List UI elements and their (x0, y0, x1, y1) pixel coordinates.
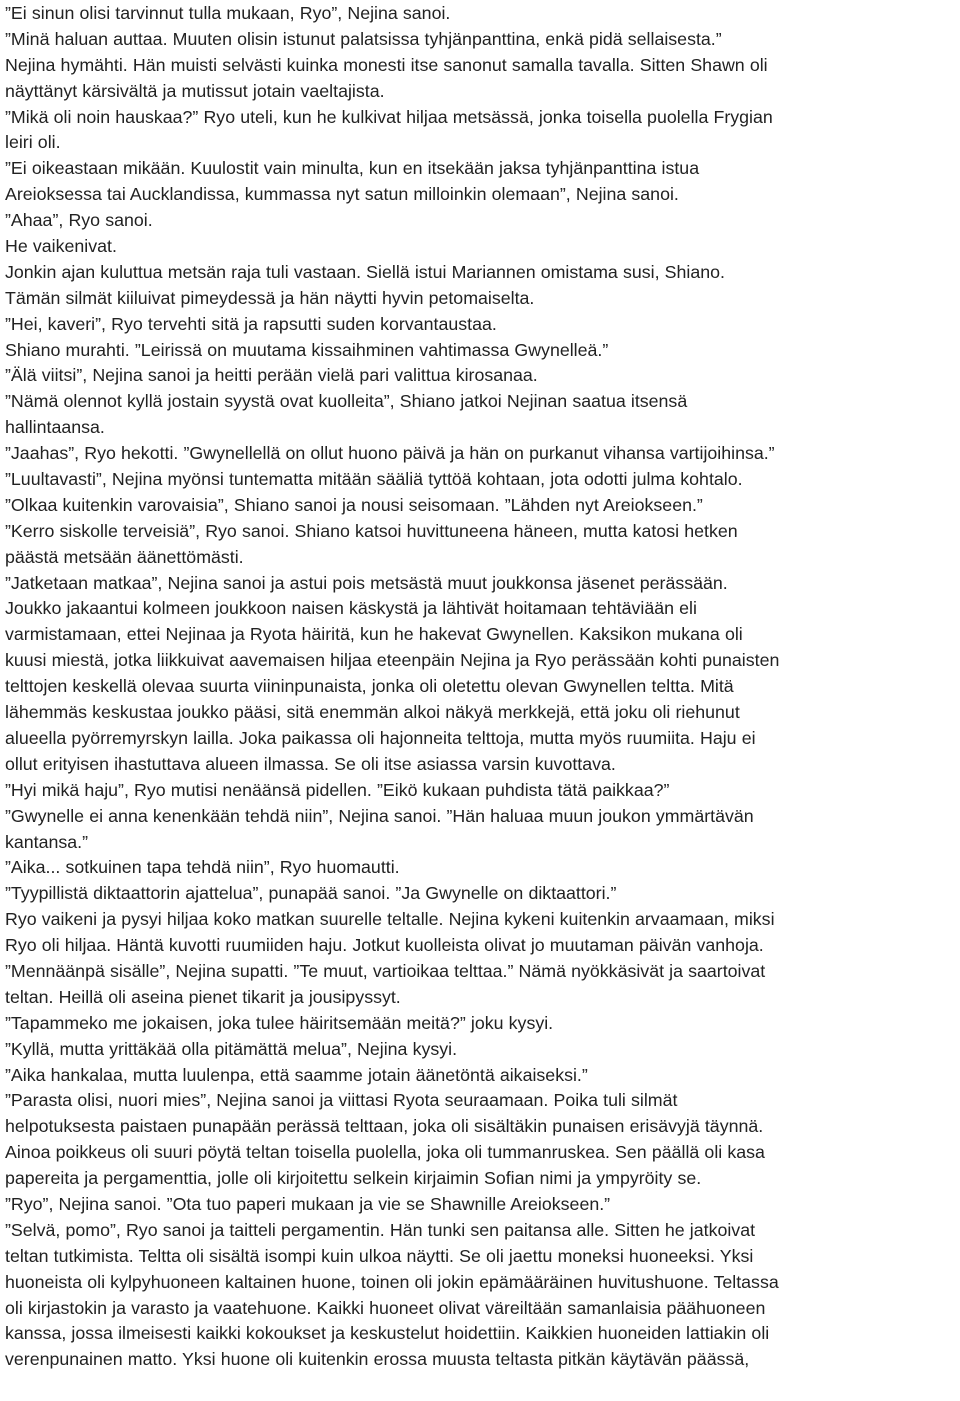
text-line: ”Ryo”, Nejina sanoi. ”Ota tuo paperi mukaan ja vie se Shawnille Areiokseen.” (5, 1193, 611, 1214)
text-line: ”Aika... sotkuinen tapa tehdä niin”, Ryo huomautti. (5, 857, 400, 878)
text-line: huoneista oli kylpyhuoneen kaltainen huone, toinen oli jokin epämääräinen huvitushuone. Teltassa (5, 1271, 779, 1292)
text-line: ”Tyypillistä diktaattorin ajattelua”, punapää sanoi. ”Ja Gwynelle on diktaattori.” (5, 883, 617, 904)
text-line: teltan. Heillä oli aseina pienet tikarit ja jousipyssyt. (5, 986, 401, 1007)
text-line: ollut erityisen ihastuttava alueen ilmassa. Se oli itse asiassa varsin kuvottava. (5, 753, 616, 774)
text-line: ”Olkaa kuitenkin varovaisia”, Shiano sanoi ja nousi seisomaan. ”Lähden nyt Areiokseen.” (5, 494, 703, 515)
text-line: ”Tapammeko me jokaisen, joka tulee häiritsemään meitä?” joku kysyi. (5, 1012, 554, 1033)
text-line: Ryo oli hiljaa. Häntä kuvotti ruumiiden haju. Jotkut kuolleista olivat jo muutaman päivän vanhoja. (5, 935, 764, 956)
text-line: ”Kyllä, mutta yrittäkää olla pitämättä melua”, Nejina kysyi. (5, 1038, 458, 1059)
text-line: kanssa, jossa ilmeisesti kaikki kokoukset ja keskustelut hoidettiin. Kaikkien huoneiden lattiakin oli (5, 1323, 770, 1344)
text-line: kuusi miestä, jotka liikkuivat aavemaisen hiljaa eteenpäin Nejina ja Ryo perässään kohti punaisten (5, 650, 780, 671)
text-line: ”Luultavasti”, Nejina myönsi tuntematta mitään sääliä tyttöä kohtaan, jota odotti julma kohtalo. (5, 469, 743, 490)
text-line: Tämän silmät kiiluivat pimeydessä ja hän näytti hyvin petomaiselta. (5, 287, 535, 308)
text-line: lähemmäs keskustaa joukko pääsi, sitä enemmän alkoi näkyä merkkejä, että joku oli riehunut (5, 702, 740, 723)
text-line: teltan tutkimista. Teltta oli sisältä isompi kuin ulkoa näytti. Se oli jaettu moneksi huoneeksi. Yksi (5, 1245, 754, 1266)
text-line: päästä metsään äänettömästi. (5, 546, 244, 567)
text-line: varmistamaan, ettei Nejinaa ja Ryota häiritä, kun he hakevat Gwynellen. Kaksikon mukana oli (5, 624, 743, 645)
text-line: ”Mennäänpä sisälle”, Nejina supatti. ”Te muut, vartioikaa telttaa.” Nämä nyökkäsivät ja saartoivat (5, 960, 766, 981)
text-line: ”Älä viitsi”, Nejina sanoi ja heitti perään vielä pari valittua kirosanaa. (5, 365, 538, 386)
text-line: Shiano murahti. ”Leirissä on muutama kissaihminen vahtimassa Gwynelleä.” (5, 339, 609, 360)
text-line: Areioksessa tai Aucklandissa, kummassa nyt satun milloinkin olemaan”, Nejina sanoi. (5, 184, 679, 205)
text-line: ”Ahaa”, Ryo sanoi. (5, 210, 153, 231)
text-line: He vaikenivat. (5, 236, 117, 257)
text-line: Ainoa poikkeus oli suuri pöytä teltan toisella puolella, joka oli tummanruskea. Sen päällä oli kasa (5, 1142, 765, 1163)
text-line: ”Hei, kaveri”, Ryo tervehti sitä ja rapsutti suden korvantaustaa. (5, 313, 497, 334)
text-line: Ryo vaikeni ja pysyi hiljaa koko matkan suurelle teltalle. Nejina kykeni kuitenkin arvaamaan, miksi (5, 909, 775, 930)
text-line: ”Ei oikeastaan mikään. Kuulostit vain minulta, kun en itsekään jaksa tyhjänpanttina istua (5, 158, 700, 179)
text-line: ”Ei sinun olisi tarvinnut tulla mukaan, Ryo”, Nejina sanoi. (5, 3, 451, 23)
text-line: ”Jatketaan matkaa”, Nejina sanoi ja astui pois metsästä muut joukkonsa jäsenet perässään. (5, 572, 728, 593)
text-line: ”Parasta olisi, nuori mies”, Nejina sanoi ja viittasi Ryota seuraamaan. Poika tuli silmät (5, 1090, 678, 1111)
text-line: helpotuksesta paistaen punapään perässä telttaan, joka oli sisältäkin punaisen erisävyjä täynnä. (5, 1116, 764, 1137)
text-line: ”Hyi mikä haju”, Ryo mutisi nenäänsä pidellen. ”Eikö kukaan puhdista tätä paikkaa?” (5, 779, 670, 800)
text-line: ”Nämä olennot kyllä jostain syystä ovat kuolleita”, Shiano jatkoi Nejinan saatua itsensä (5, 391, 688, 412)
text-line: ”Gwynelle ei anna kenenkään tehdä niin”, Nejina sanoi. ”Hän haluaa muun joukon ymmärtävän (5, 805, 754, 826)
text-line: ”Aika hankalaa, mutta luulenpa, että saamme jotain äänetöntä aikaiseksi.” (5, 1064, 588, 1085)
text-line: ”Mikä oli noin hauskaa?” Ryo uteli, kun he kulkivat hiljaa metsässä, jonka toisella puolella Frygian (5, 106, 773, 127)
text-line: ”Minä haluan auttaa. Muuten olisin istunut palatsissa tyhjänpanttina, enkä pidä sellaisesta.” (5, 28, 722, 49)
text-line: verenpunainen matto. Yksi huone oli kuitenkin erossa muusta teltasta pitkän käytävän päässä, (5, 1349, 750, 1370)
text-line: alueella pyörremyrskyn lailla. Joka paikassa oli hajonneita telttoja, mutta myös ruumiita. Haju ei (5, 727, 756, 748)
text-line: kantansa.” (5, 831, 89, 852)
text-line: papereita ja pergamenttia, jolle oli kirjoitettu selkein kirjaimin Sofian nimi ja ympyröity se. (5, 1168, 702, 1189)
text-line: ”Jaahas”, Ryo hekotti. ”Gwynellellä on ollut huono päivä ja hän on purkanut vihansa vartijoihinsa.” (5, 443, 775, 464)
text-line: telttojen keskellä olevaa suurta viininpunaista, jonka oli oletettu olevan Gwynellen teltta. Mitä (5, 676, 734, 697)
text-line: Jonkin ajan kuluttua metsän raja tuli vastaan. Siellä istui Mariannen omistama susi, Shiano. (5, 261, 725, 282)
text-line: oli kirjastokin ja varasto ja vaatehuone. Kaikki huoneet olivat väreiltään samanlaisia päähuoneen (5, 1297, 766, 1318)
text-line: hallintaansa. (5, 417, 105, 438)
text-line: Joukko jakaantui kolmeen joukkoon naisen käskystä ja lähtivät hoitamaan tehtäviään eli (5, 598, 697, 619)
text-line: ”Kerro siskolle terveisiä”, Ryo sanoi. Shiano katsoi huvittuneena häneen, mutta katosi hetken (5, 520, 738, 541)
text-line: leiri oli. (5, 132, 61, 153)
text-line: näyttänyt kärsivältä ja mutissut jotain vaeltajista. (5, 80, 385, 101)
text-line: ”Selvä, pomo”, Ryo sanoi ja taitteli pergamentin. Hän tunki sen paitansa alle. Sitten he jatkoivat (5, 1219, 756, 1240)
text-line: Nejina hymähti. Hän muisti selvästi kuinka monesti itse sanonut samalla tavalla. Sitten Shawn oli (5, 54, 768, 75)
